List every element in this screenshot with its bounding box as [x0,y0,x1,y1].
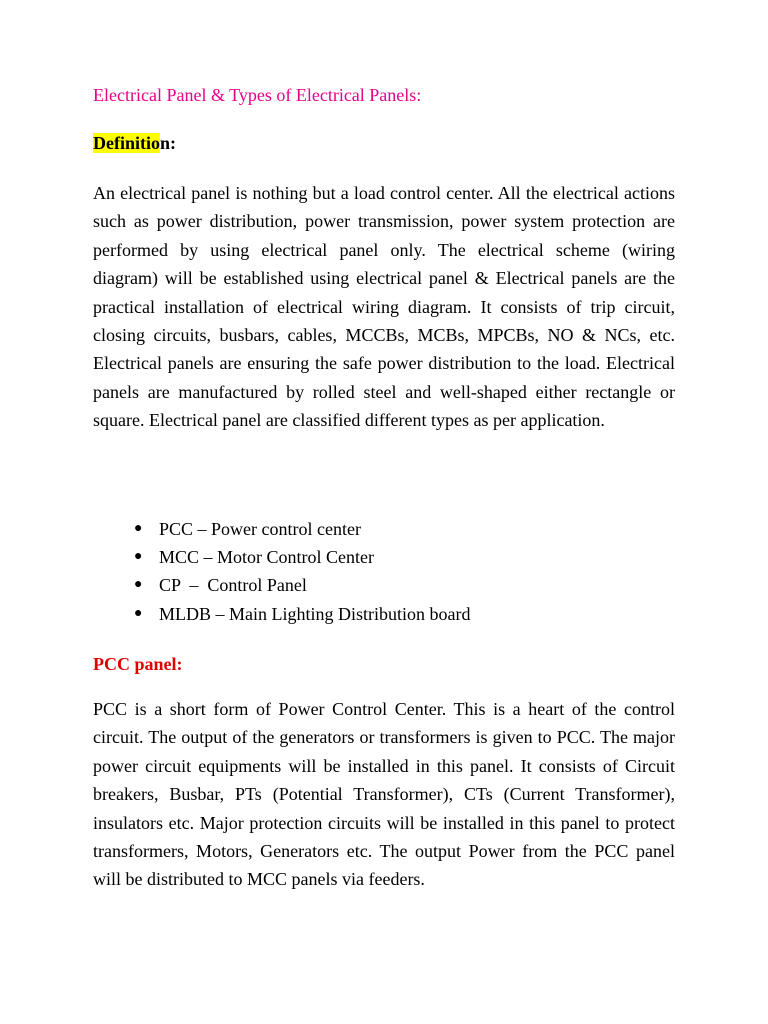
document-title: Electrical Panel & Types of Electrical Panels: [93,85,422,105]
bullet-icon: ● [134,521,143,536]
document-page [93,84,675,890]
pcc-panel-heading: PCC panel: [93,654,183,674]
definition-heading [93,132,176,154]
list-item [93,600,470,628]
list-item-text: PCC – Power control center [159,519,361,539]
pcc-panel-paragraph: PCC is a short form of Power Control Center. This is a heart of the control circuit. The output of the generators or transformers is given to PCC. The major power circuit equipments will be installed in this panel. It consists of Circuit breakers, Busbar, PTs (Potential Transformer), CTs (Current Transformer), insulators etc. Major protection circuits will be installed in this panel to protect transformers, Motors, Generators etc. The output Power from the PCC panel will be distributed to MCC panels via feeders. [93,699,675,890]
definition-heading-highlight: Definitio [93,133,160,153]
list-item-text: MCC – Motor Control Center [159,547,374,568]
list-item [93,543,470,571]
list-item-text: CP – Control Panel [159,575,307,596]
list-item [93,515,470,543]
list-item-text: MLDB – Main Lighting Distribution board [159,603,471,624]
definition-heading-suffix: n: [160,133,177,153]
bullet-icon: ● [134,605,143,621]
list-item [93,571,470,599]
panel-types-list [93,515,470,628]
bullet-icon: ● [134,577,143,593]
bullet-icon: ● [134,549,143,565]
definition-paragraph: An electrical panel is nothing but a load control center. All the electrical actions such as power distribution, power transmission, power system protection are performed by using electrical panel only. The electrical scheme (wiring diagram) will be established using electrical panel & Electrical panels are the practical installation of electrical wiring diagram. It consists of trip circuit, closing circuits, busbars, cables, MCCBs, MCBs, MPCBs, NO & NCs, etc. Electrical panels are ensuring the safe power distribution to the load. Electrical panels are manufactured by rolled steel and well-shaped either rectangle or square. Electrical panel are classified different types as per application. [93,183,675,431]
